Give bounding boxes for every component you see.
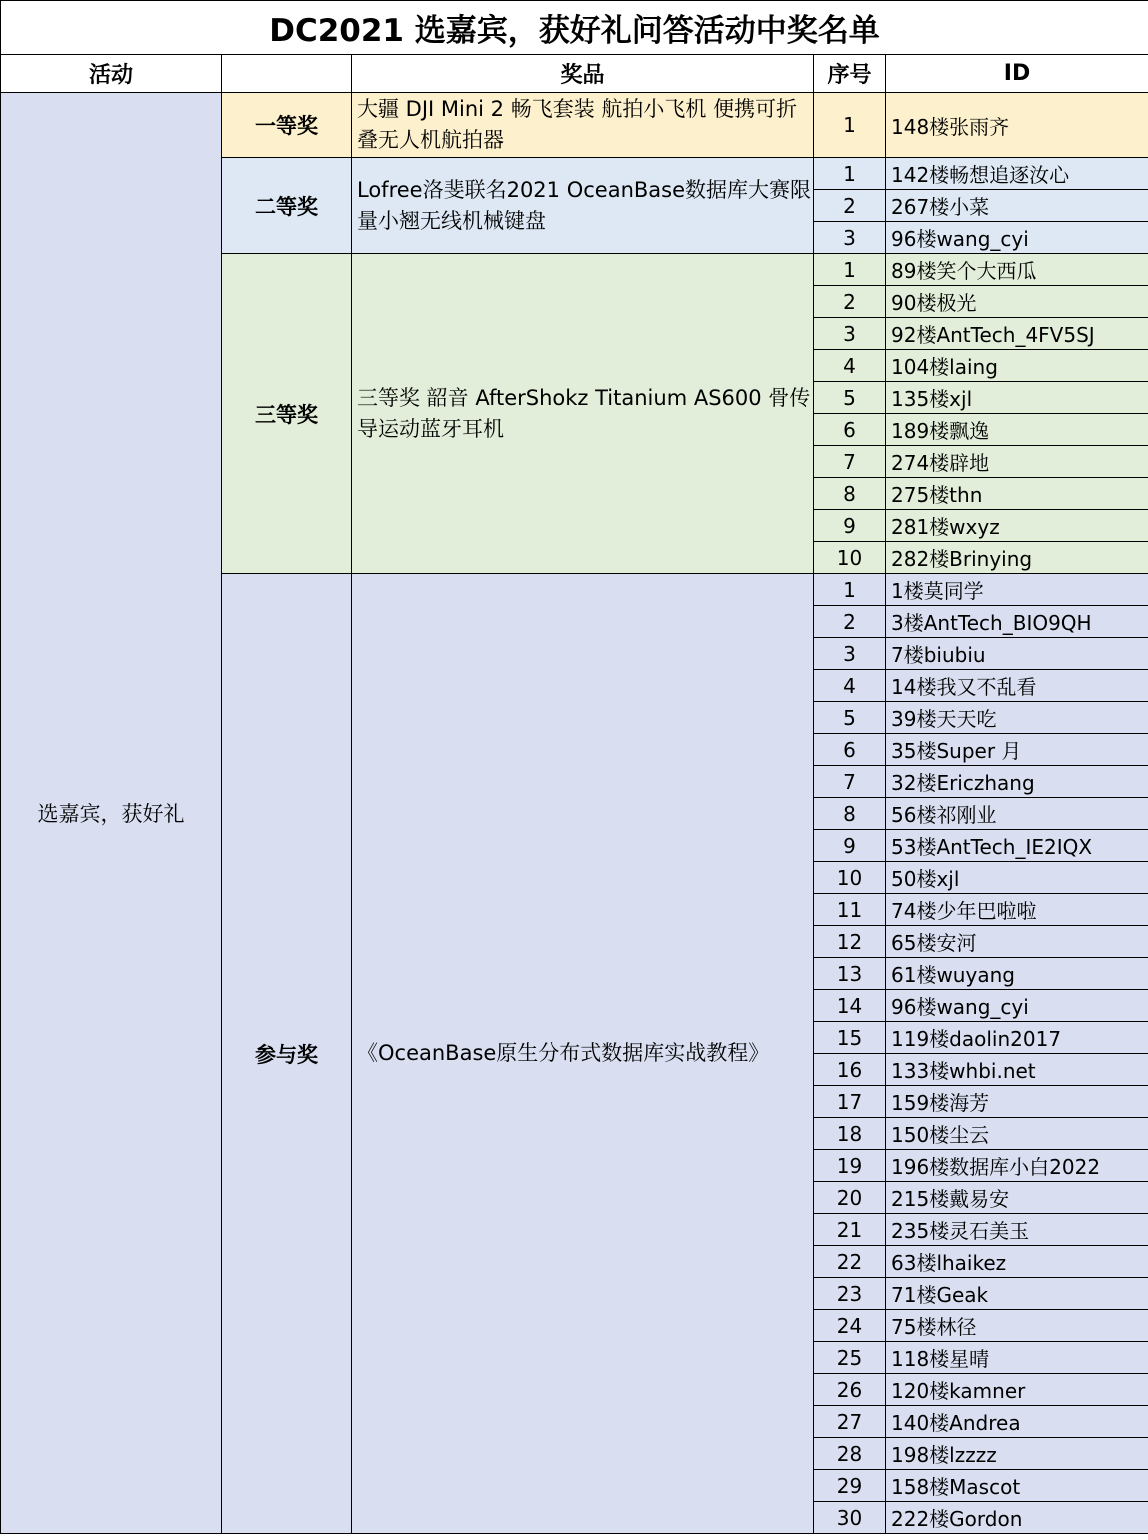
prize-level-cell[interactable]: 参与奖 bbox=[222, 574, 352, 1534]
header-seq[interactable]: 序号 bbox=[814, 55, 886, 93]
winner-id-cell[interactable]: 275楼thn bbox=[886, 478, 1148, 510]
seq-cell[interactable]: 5 bbox=[814, 382, 886, 414]
seq-cell[interactable]: 24 bbox=[814, 1310, 886, 1342]
seq-cell[interactable]: 8 bbox=[814, 478, 886, 510]
seq-cell[interactable]: 14 bbox=[814, 990, 886, 1022]
seq-cell[interactable]: 7 bbox=[814, 446, 886, 478]
winner-id-cell[interactable]: 50楼xjl bbox=[886, 862, 1148, 894]
winner-id-cell[interactable]: 142楼畅想追逐汝心 bbox=[886, 158, 1148, 190]
seq-cell[interactable]: 8 bbox=[814, 798, 886, 830]
winner-id-cell[interactable]: 96楼wang_cyi bbox=[886, 222, 1148, 254]
winner-id-cell[interactable]: 159楼海芳 bbox=[886, 1086, 1148, 1118]
seq-cell[interactable]: 3 bbox=[814, 222, 886, 254]
winner-id-cell[interactable]: 215楼戴易安 bbox=[886, 1182, 1148, 1214]
seq-cell[interactable]: 13 bbox=[814, 958, 886, 990]
winner-id-cell[interactable]: 282楼Brinying bbox=[886, 542, 1148, 574]
winner-id-cell[interactable]: 65楼安河 bbox=[886, 926, 1148, 958]
prize-level-cell[interactable]: 一等奖 bbox=[222, 93, 352, 158]
seq-cell[interactable]: 1 bbox=[814, 254, 886, 286]
seq-cell[interactable]: 11 bbox=[814, 894, 886, 926]
winner-id-cell[interactable]: 189楼飘逸 bbox=[886, 414, 1148, 446]
prize-level-cell[interactable]: 二等奖 bbox=[222, 158, 352, 254]
winner-id-cell[interactable]: 198楼lzzzz bbox=[886, 1438, 1148, 1470]
seq-cell[interactable]: 5 bbox=[814, 702, 886, 734]
prize-level-cell[interactable]: 三等奖 bbox=[222, 254, 352, 574]
seq-cell[interactable]: 1 bbox=[814, 158, 886, 190]
header-id[interactable]: ID bbox=[886, 55, 1148, 93]
winner-id-cell[interactable]: 120楼kamner bbox=[886, 1374, 1148, 1406]
winner-id-cell[interactable]: 196楼数据库小白2022 bbox=[886, 1150, 1148, 1182]
winner-id-cell[interactable]: 150楼尘云 bbox=[886, 1118, 1148, 1150]
seq-cell[interactable]: 4 bbox=[814, 350, 886, 382]
seq-cell[interactable]: 10 bbox=[814, 862, 886, 894]
winner-id-cell[interactable]: 267楼小菜 bbox=[886, 190, 1148, 222]
winner-id-cell[interactable]: 135楼xjl bbox=[886, 382, 1148, 414]
winner-id-cell[interactable]: 274楼辟地 bbox=[886, 446, 1148, 478]
seq-cell[interactable]: 7 bbox=[814, 766, 886, 798]
winner-id-cell[interactable]: 235楼灵石美玉 bbox=[886, 1214, 1148, 1246]
seq-cell[interactable]: 1 bbox=[814, 574, 886, 606]
winner-id-cell[interactable]: 92楼AntTech_4FV5SJ bbox=[886, 318, 1148, 350]
seq-cell[interactable]: 6 bbox=[814, 734, 886, 766]
seq-cell[interactable]: 9 bbox=[814, 830, 886, 862]
seq-cell[interactable]: 6 bbox=[814, 414, 886, 446]
seq-cell[interactable]: 19 bbox=[814, 1150, 886, 1182]
winner-id-cell[interactable]: 133楼whbi.net bbox=[886, 1054, 1148, 1086]
seq-cell[interactable]: 27 bbox=[814, 1406, 886, 1438]
winner-id-cell[interactable]: 3楼AntTech_BIO9QH bbox=[886, 606, 1148, 638]
winner-id-cell[interactable]: 96楼wang_cyi bbox=[886, 990, 1148, 1022]
winner-id-cell[interactable]: 7楼biubiu bbox=[886, 638, 1148, 670]
seq-cell[interactable]: 9 bbox=[814, 510, 886, 542]
header-row bbox=[1, 55, 1148, 93]
prize-name-cell[interactable]: 《OceanBase原生分布式数据库实战教程》 bbox=[352, 574, 814, 1534]
seq-cell[interactable]: 10 bbox=[814, 542, 886, 574]
winner-id-cell[interactable]: 281楼wxyz bbox=[886, 510, 1148, 542]
seq-cell[interactable]: 3 bbox=[814, 638, 886, 670]
winner-id-cell[interactable]: 74楼少年巴啦啦 bbox=[886, 894, 1148, 926]
prize-name-cell[interactable]: 大疆 DJI Mini 2 畅飞套装 航拍小飞机 便携可折叠无人机航拍器 bbox=[352, 93, 814, 158]
prize-name-cell[interactable]: Lofree洛斐联名2021 OceanBase数据库大赛限量小翘无线机械键盘 bbox=[352, 158, 814, 254]
winner-id-cell[interactable]: 56楼祁刚业 bbox=[886, 798, 1148, 830]
seq-cell[interactable]: 2 bbox=[814, 606, 886, 638]
seq-cell[interactable]: 3 bbox=[814, 318, 886, 350]
winner-id-cell[interactable]: 90楼极光 bbox=[886, 286, 1148, 318]
seq-cell[interactable]: 28 bbox=[814, 1438, 886, 1470]
seq-cell[interactable]: 26 bbox=[814, 1374, 886, 1406]
seq-cell[interactable]: 2 bbox=[814, 190, 886, 222]
seq-cell[interactable]: 2 bbox=[814, 286, 886, 318]
winner-id-cell[interactable]: 35楼Super 月 bbox=[886, 734, 1148, 766]
seq-cell[interactable]: 20 bbox=[814, 1182, 886, 1214]
seq-cell[interactable]: 12 bbox=[814, 926, 886, 958]
activity-cell[interactable]: 选嘉宾，获好礼 bbox=[1, 93, 222, 1534]
winner-id-cell[interactable]: 61楼wuyang bbox=[886, 958, 1148, 990]
header-activity[interactable]: 活动 bbox=[1, 55, 222, 93]
winner-id-cell[interactable]: 75楼林径 bbox=[886, 1310, 1148, 1342]
winner-id-cell[interactable]: 14楼我又不乱看 bbox=[886, 670, 1148, 702]
seq-cell[interactable]: 17 bbox=[814, 1086, 886, 1118]
seq-cell[interactable]: 30 bbox=[814, 1502, 886, 1534]
seq-cell[interactable]: 25 bbox=[814, 1342, 886, 1374]
seq-cell[interactable]: 23 bbox=[814, 1278, 886, 1310]
winner-id-cell[interactable]: 1楼莫同学 bbox=[886, 574, 1148, 606]
sheet-title: DC2021 选嘉宾，获好礼问答活动中奖名单 bbox=[1, 1, 1148, 55]
header-prize[interactable]: 奖品 bbox=[352, 55, 814, 93]
winner-id-cell[interactable]: 39楼天天吃 bbox=[886, 702, 1148, 734]
winner-id-cell[interactable]: 140楼Andrea bbox=[886, 1406, 1148, 1438]
seq-cell[interactable]: 15 bbox=[814, 1022, 886, 1054]
winner-id-cell[interactable]: 158楼Mascot bbox=[886, 1470, 1148, 1502]
winner-id-cell[interactable]: 104楼laing bbox=[886, 350, 1148, 382]
winner-id-cell[interactable]: 222楼Gordon bbox=[886, 1502, 1148, 1534]
seq-cell[interactable]: 22 bbox=[814, 1246, 886, 1278]
seq-cell[interactable]: 21 bbox=[814, 1214, 886, 1246]
winner-id-cell[interactable]: 53楼AntTech_IE2IQX bbox=[886, 830, 1148, 862]
seq-cell[interactable]: 29 bbox=[814, 1470, 886, 1502]
table-row bbox=[1, 93, 1148, 158]
winner-id-cell[interactable]: 148楼张雨齐 bbox=[886, 93, 1148, 158]
header-level[interactable] bbox=[222, 55, 352, 93]
title-row bbox=[1, 1, 1148, 55]
seq-cell[interactable]: 4 bbox=[814, 670, 886, 702]
seq-cell[interactable]: 16 bbox=[814, 1054, 886, 1086]
winner-id-cell[interactable]: 32楼Ericzhang bbox=[886, 766, 1148, 798]
winner-id-cell[interactable]: 63楼lhaikez bbox=[886, 1246, 1148, 1278]
winner-id-cell[interactable]: 118楼星晴 bbox=[886, 1342, 1148, 1374]
winner-id-cell[interactable]: 119楼daolin2017 bbox=[886, 1022, 1148, 1054]
prize-name-cell[interactable]: 三等奖 韶音 AfterShokz Titanium AS600 骨传导运动蓝牙耳机 bbox=[352, 254, 814, 574]
seq-cell[interactable]: 1 bbox=[814, 93, 886, 158]
winner-id-cell[interactable]: 89楼笑个大西瓜 bbox=[886, 254, 1148, 286]
seq-cell[interactable]: 18 bbox=[814, 1118, 886, 1150]
winner-id-cell[interactable]: 71楼Geak bbox=[886, 1278, 1148, 1310]
